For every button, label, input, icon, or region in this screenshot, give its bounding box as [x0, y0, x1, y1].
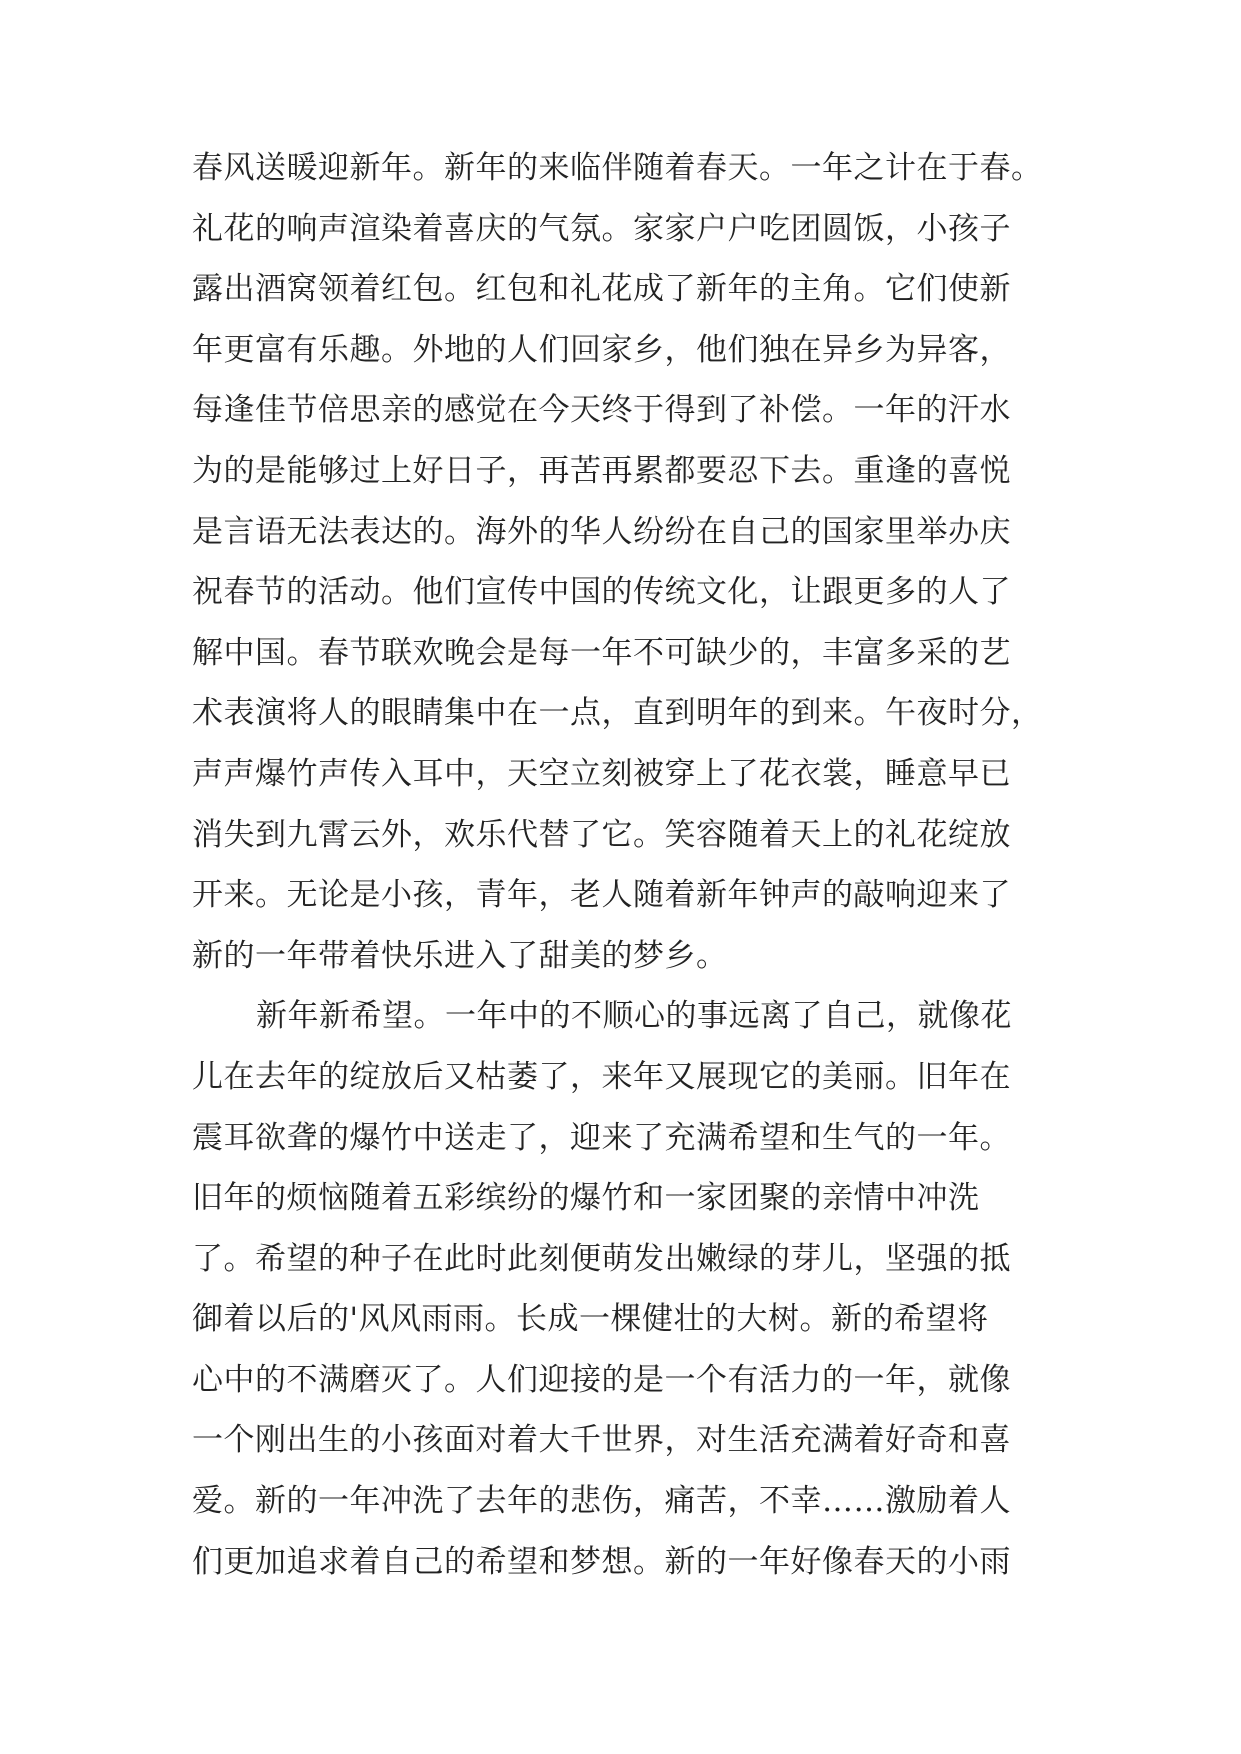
- text-line: 们更加追求着自己的希望和梦想。新的一年好像春天的小雨: [192, 1543, 1011, 1580]
- text-line: 爱。新的一年冲洗了去年的悲伤，痛苦，不幸……激励着人: [192, 1483, 1011, 1520]
- document-body: [192, 138, 1062, 1592]
- text-line: 一个刚出生的小孩面对着大千世界，对生活充满着好奇和喜: [192, 1422, 1011, 1459]
- text-line: 祝春节的活动。他们宣传中国的传统文化，让跟更多的人了: [192, 574, 1011, 611]
- text-line: 术表演将人的眼睛集中在一点，直到明年的到来。午夜时分，: [192, 695, 1043, 732]
- text-line: 御着以后的'风风雨雨。长成一棵健壮的大树。新的希望将: [192, 1301, 989, 1338]
- text-line: 声声爆竹声传入耳中，天空立刻被穿上了花衣裳，睡意早已: [192, 755, 1011, 792]
- text-line: 露出酒窝领着红包。红包和礼花成了新年的主角。它们使新: [192, 271, 1011, 308]
- text-line: 儿在去年的绽放后又枯萎了，来年又展现它的美丽。旧年在: [192, 1058, 1011, 1095]
- text-line: 春风送暖迎新年。新年的来临伴随着春天。一年之计在于春。: [192, 150, 1043, 186]
- text-line: 新的一年带着快乐进入了甜美的梦乡。: [192, 937, 728, 974]
- text-line: 震耳欲聋的爆竹中送走了，迎来了充满希望和生气的一年。: [192, 1119, 1011, 1156]
- text-line: 解中国。春节联欢晚会是每一年不可缺少的，丰富多采的艺: [192, 634, 1011, 671]
- text-line: 每逢佳节倍思亲的感觉在今天终于得到了补偿。一年的汗水: [192, 392, 1011, 429]
- text-line: 为的是能够过上好日子，再苦再累都要忍下去。重逢的喜悦: [192, 452, 1011, 489]
- paragraph-first-line: 新年新希望。一年中的不顺心的事远离了自己，就像花: [256, 998, 1012, 1035]
- text-line: 开来。无论是小孩，青年，老人随着新年钟声的敲响迎来了: [192, 877, 1011, 914]
- text-line: 了。希望的种子在此时此刻便萌发出嫩绿的芽儿，坚强的抵: [192, 1240, 1011, 1277]
- text-line: 礼花的响声渲染着喜庆的气氛。家家户户吃团圆饭，小孩子: [192, 210, 1011, 247]
- text-line: 消失到九霄云外，欢乐代替了它。笑容随着天上的礼花绽放: [192, 816, 1011, 853]
- text-line: 年更富有乐趣。外地的人们回家乡，他们独在异乡为异客，: [192, 331, 1011, 368]
- text-line: 心中的不满磨灭了。人们迎接的是一个有活力的一年，就像: [192, 1361, 1011, 1398]
- text-line: 旧年的烦恼随着五彩缤纷的爆竹和一家团聚的亲情中冲洗: [192, 1180, 980, 1217]
- text-line: 是言语无法表达的。海外的华人纷纷在自己的国家里举办庆: [192, 513, 1011, 550]
